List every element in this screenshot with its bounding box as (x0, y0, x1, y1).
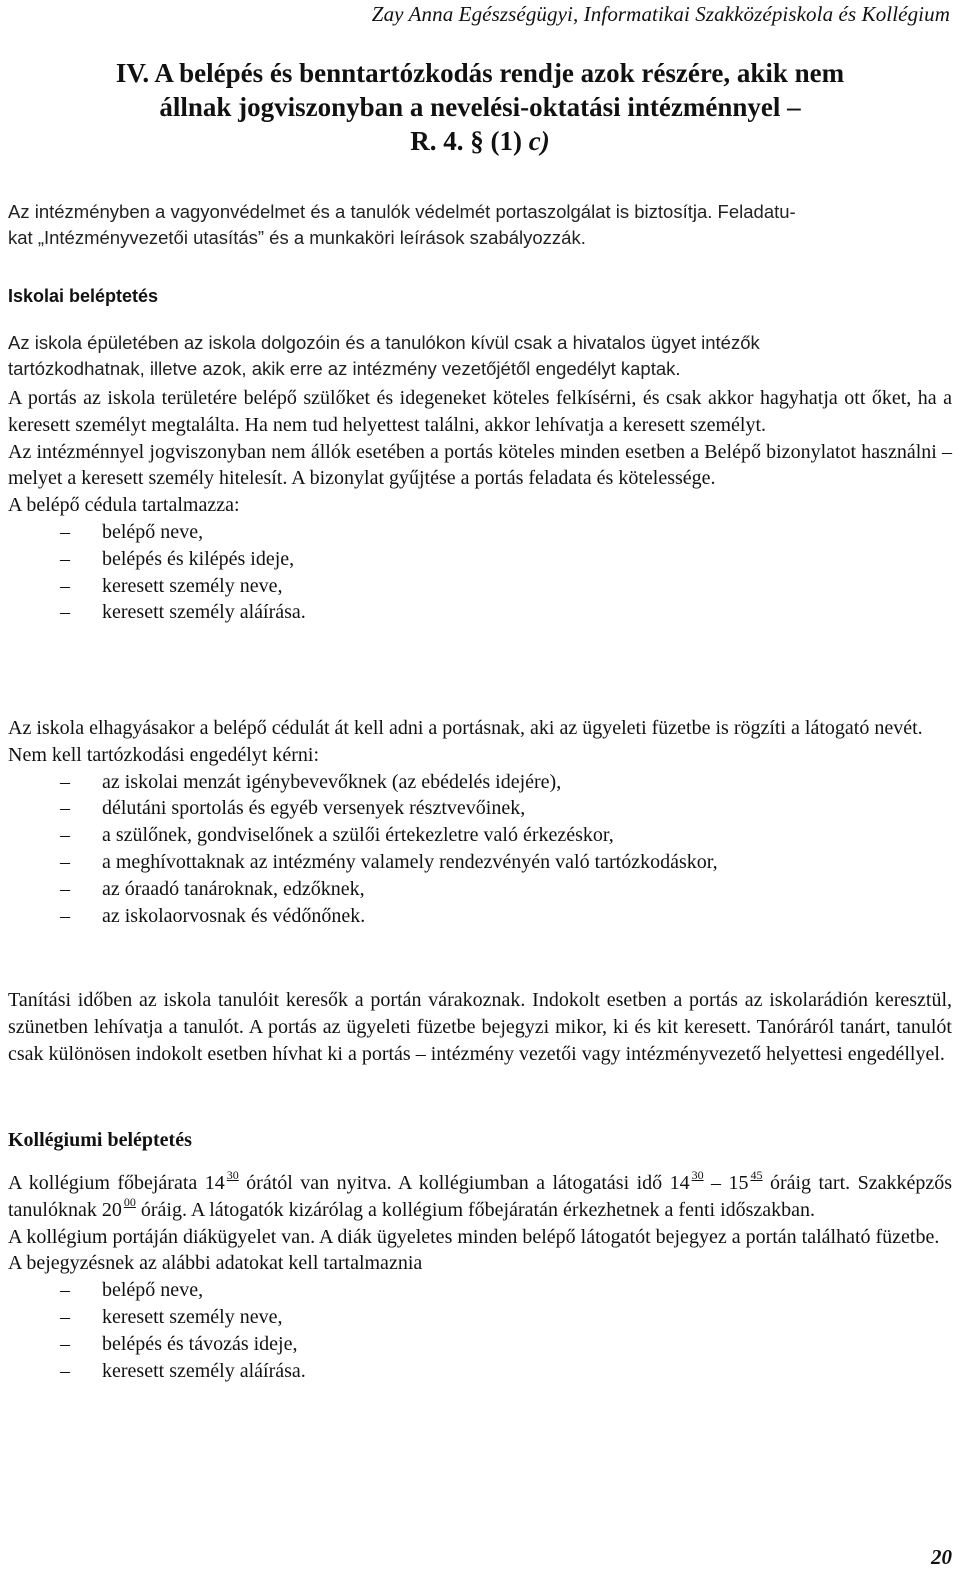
title-ref-italic: c) (528, 126, 550, 156)
kollegium-p1-text: – 15 (703, 1172, 749, 1194)
title-line-3 (0, 124, 960, 158)
school-header: Zay Anna Egészségügyi, Informatikai Szakközépiskola és Kollégium (371, 2, 950, 26)
kollegium-p1-text: órától van nyitva. A kollégiumban a látogatási idő 14 (238, 1172, 690, 1194)
iskolai-heading: Iskolai beléptetés (8, 286, 159, 306)
list-item: – keresett személy aláírása. (8, 1358, 952, 1385)
title-line-2: állnak jogviszonyban a nevelési-oktatási intézménnyel – (159, 92, 801, 122)
list-item: – belépés és kilépés ideje, (8, 546, 952, 573)
intro-line-2: kat „Intézményvezetői utasítás” és a munkaköri leírások szabályozzák. (8, 227, 586, 248)
title-ref: R. 4. § (1) (410, 126, 529, 156)
list-item: – a meghívottaknak az intézmény valamely rendezvényén való tartózkodáskor, (8, 849, 952, 876)
iskolai-body (8, 385, 952, 626)
list-item: – belépő neve, (8, 519, 952, 546)
list-item: – keresett személy aláírása. (8, 599, 952, 626)
iskolai-p6: Nem kell tartózkodási engedélyt kérni: (8, 743, 320, 766)
list-item: – az iskolaorvosnak és védőnőnek. (8, 903, 952, 930)
time-superscript: 30 (226, 1168, 239, 1182)
time-superscript: 00 (123, 1194, 136, 1209)
kollegium-p3: A bejegyzésnek az alábbi adatokat kell tartalmaznia (8, 1252, 423, 1275)
page-number: 20 (931, 1545, 952, 1569)
list-item: – belépés és távozás ideje, (8, 1331, 952, 1358)
iskolai-paragraph-7 (8, 987, 952, 1067)
time-superscript: 30 (691, 1168, 704, 1182)
iskolai-p7: Tanítási időben az iskola tanulóit keresők a portán várakoznak. Indokolt esetben a portás az iskolarádión keresztül, szünetben lehívatja a tanulót. A portás az ügyeleti füzetbe bejegyzi mikor, ki és kit keresett. Tanóráról tanárt, tanulót csak különösen indokolt esetben hívhat ki a portás – intézmény vezetői vagy intézményvezető helyettesi engedéllyel. (8, 989, 952, 1065)
list-item: – belépő neve, (8, 1277, 952, 1304)
intro-line-1: Az intézményben a vagyonvédelmet és a tanulók védelmét portaszolgálat is biztosítja. Feladatu- (8, 201, 796, 222)
iskolai-body-2 (8, 715, 952, 929)
intro-paragraph (8, 199, 952, 251)
bejegyzes-list (8, 1277, 952, 1384)
kollegium-body (8, 1170, 952, 1384)
list-item: – az óraadó tanároknak, edzőknek, (8, 876, 952, 903)
iskolai-p1-line-2: tartózkodhatnak, illetve azok, akik erre az intézmény vezetőjétől engedélyt kaptak. (8, 358, 681, 379)
belepo-cedula-list (8, 519, 952, 626)
iskolai-p5: Az iskola elhagyásakor a belépő cédulát át kell adni a portásnak, aki az ügyeleti füzetbe is rögzíti a látogató nevét. (8, 717, 923, 739)
iskolai-p4: A belépő cédula tartalmazza: (8, 494, 240, 517)
time-superscript: 45 (750, 1168, 763, 1182)
kollegium-p1-text: óráig. A látogatók kizárólag a kollégium főbejáratán érkezhetnek a fenti időszakban. (135, 1198, 816, 1221)
iskolai-p3: Az intézménnyel jogviszonyban nem állók esetében a portás köteles minden esetben a Belépő bizonylatot használni – melyet a keresett személy hitelesít. A bizonylat gyűjtése a portás feladata és kötelessége. (8, 440, 952, 490)
list-item: – az iskolai menzát igénybevevőknek (az ebédelés idejére), (8, 769, 952, 796)
kollegium-p1-text: A kollégium főbejárata 14 (8, 1172, 225, 1194)
kollegium-p1 (8, 1170, 952, 1224)
kollegium-p1-text: óráig tart. Szakképzős tanulóknak 20 (8, 1172, 953, 1221)
list-item: – keresett személy neve, (8, 573, 952, 600)
iskolai-p1-line-1: Az iskola épületében az iskola dolgozóin és a tanulókon kívül csak a hivatalos ügyet intézők (8, 332, 760, 353)
exemption-list (8, 769, 952, 930)
list-item: – a szülőnek, gondviselőnek a szülői értekezletre való érkezéskor, (8, 822, 952, 849)
section-title (0, 56, 960, 158)
kollegium-p2: A kollégium portáján diákügyelet van. A diák ügyeletes minden belépő látogatót bejegyez a portán található füzetbe. (8, 1225, 940, 1248)
kollegium-heading: Kollégiumi beléptetés (8, 1129, 192, 1151)
title-line-1: IV. A belépés és benntartózkodás rendje azok részére, akik nem (115, 58, 845, 88)
list-item: – délutáni sportolás és egyéb versenyek résztvevőinek, (8, 795, 952, 822)
iskolai-p2: A portás az iskola területére belépő szülőket és idegeneket köteles felkísérni, és csak akkor hagyhatja ott őket, ha a keresett személyt megtalálta. Ha nem tud helyettest találni, akkor lehívatja a keresett személyt. (8, 387, 952, 436)
iskolai-paragraph-1 (8, 330, 952, 382)
list-item: – keresett személy neve, (8, 1304, 952, 1331)
